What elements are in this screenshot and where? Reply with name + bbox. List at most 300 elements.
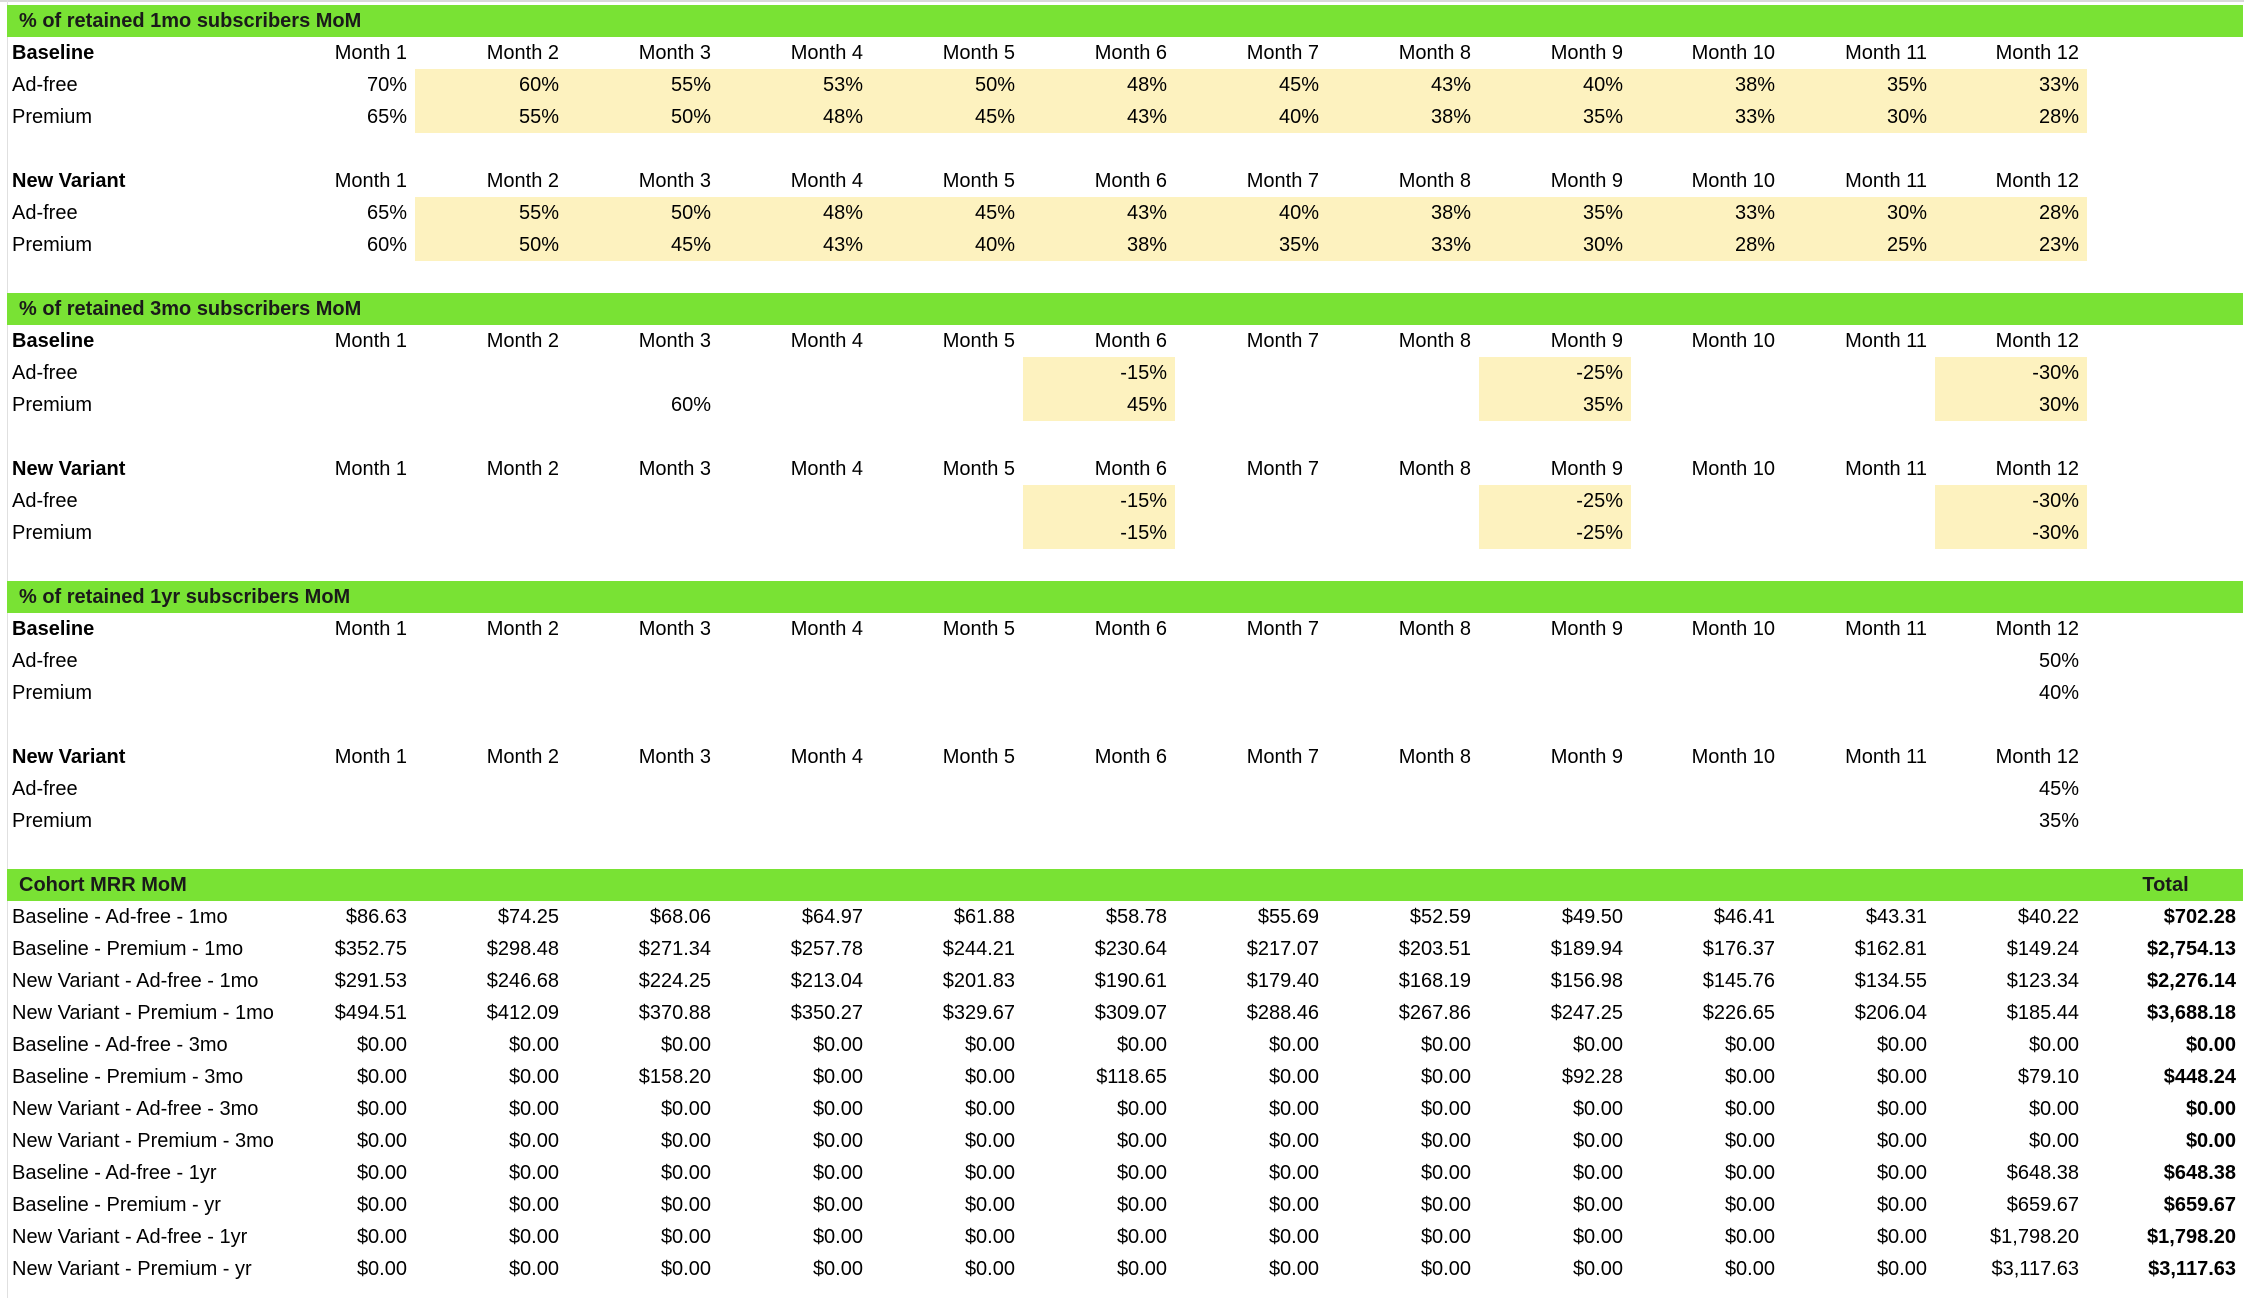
mrr-cell[interactable]: $185.44 (2006, 1002, 2079, 1024)
mrr-cell[interactable]: $0.00 (1724, 1130, 1775, 1152)
retention-cell[interactable]: 53% (719, 69, 871, 101)
mrr-cell[interactable]: $0.00 (2028, 1130, 2079, 1152)
retention-cell[interactable] (567, 517, 719, 549)
month-header[interactable]: Month 6 (1094, 170, 1167, 192)
mrr-cell[interactable]: $0.00 (1268, 1034, 1319, 1056)
mrr-cell[interactable]: $0.00 (1420, 1034, 1471, 1056)
month-header[interactable]: Month 8 (1398, 170, 1471, 192)
mrr-row-label[interactable]: Baseline - Ad-free - 1yr (12, 1162, 217, 1184)
retention-cell[interactable] (719, 805, 871, 837)
mrr-cell[interactable]: $0.00 (964, 1066, 1015, 1088)
month-header[interactable]: Month 1 (334, 42, 407, 64)
mrr-cell[interactable]: $162.81 (1854, 938, 1927, 960)
mrr-cell[interactable]: $0.00 (812, 1194, 863, 1216)
mrr-cell[interactable]: $0.00 (812, 1226, 863, 1248)
retention-cell[interactable]: -25% (1479, 517, 1631, 549)
month-header[interactable]: Month 5 (942, 42, 1015, 64)
month-header[interactable]: Month 5 (942, 458, 1015, 480)
month-header[interactable]: Month 2 (486, 458, 559, 480)
retention-cell[interactable]: 43% (719, 229, 871, 261)
mrr-total-cell[interactable]: $648.38 (2163, 1162, 2236, 1184)
retention-cell[interactable] (1175, 485, 1327, 517)
mrr-cell[interactable]: $350.27 (790, 1002, 863, 1024)
mrr-cell[interactable]: $494.51 (334, 1002, 407, 1024)
retention-cell[interactable]: 43% (1023, 197, 1175, 229)
mrr-cell[interactable]: $203.51 (1398, 938, 1471, 960)
month-header[interactable]: Month 3 (638, 746, 711, 768)
mrr-row-label[interactable]: Baseline - Premium - yr (12, 1194, 221, 1216)
mrr-cell[interactable]: $0.00 (812, 1258, 863, 1280)
month-header[interactable]: Month 2 (486, 170, 559, 192)
mrr-cell[interactable]: $0.00 (1268, 1066, 1319, 1088)
retention-cell[interactable] (1783, 773, 1935, 805)
mrr-cell[interactable]: $0.00 (1420, 1194, 1471, 1216)
mrr-row-label[interactable]: New Variant - Ad-free - 3mo (12, 1098, 259, 1120)
month-header[interactable]: Month 4 (790, 330, 863, 352)
mrr-cell[interactable]: $0.00 (660, 1258, 711, 1280)
retention-cell[interactable]: 28% (1631, 229, 1783, 261)
retention-cell[interactable]: 45% (1023, 389, 1175, 421)
mrr-cell[interactable]: $0.00 (1876, 1130, 1927, 1152)
mrr-cell[interactable]: $0.00 (356, 1130, 407, 1152)
month-header[interactable]: Month 7 (1246, 170, 1319, 192)
mrr-cell[interactable]: $0.00 (1572, 1258, 1623, 1280)
retention-cell[interactable]: -15% (1023, 517, 1175, 549)
mrr-row-label[interactable]: New Variant - Premium - 1mo (12, 1002, 274, 1024)
month-header[interactable]: Month 4 (790, 170, 863, 192)
mrr-cell[interactable]: $226.65 (1702, 1002, 1775, 1024)
mrr-row-label[interactable]: Baseline - Premium - 1mo (12, 938, 244, 960)
group-name[interactable]: Baseline (12, 42, 95, 64)
retention-cell[interactable] (871, 485, 1023, 517)
retention-cell[interactable] (277, 805, 415, 837)
retention-cell[interactable] (277, 485, 415, 517)
retention-cell[interactable] (1479, 645, 1631, 677)
month-header[interactable]: Month 8 (1398, 458, 1471, 480)
retention-cell[interactable]: 35% (1783, 69, 1935, 101)
retention-cell[interactable] (1783, 517, 1935, 549)
retention-cell[interactable] (1175, 389, 1327, 421)
mrr-cell[interactable]: $0.00 (660, 1226, 711, 1248)
mrr-cell[interactable]: $0.00 (508, 1098, 559, 1120)
retention-cell[interactable] (277, 389, 415, 421)
month-header[interactable]: Month 5 (942, 746, 1015, 768)
mrr-cell[interactable]: $0.00 (356, 1162, 407, 1184)
retention-cell[interactable] (1023, 805, 1175, 837)
month-header[interactable]: Month 10 (1691, 746, 1775, 768)
total-header[interactable]: Total (2142, 874, 2189, 896)
mrr-cell[interactable]: $0.00 (1116, 1226, 1167, 1248)
section-title[interactable]: Cohort MRR MoM (19, 874, 187, 896)
retention-cell[interactable] (1631, 773, 1783, 805)
mrr-cell[interactable]: $0.00 (356, 1226, 407, 1248)
retention-cell[interactable] (871, 773, 1023, 805)
mrr-cell[interactable]: $0.00 (660, 1130, 711, 1152)
mrr-cell[interactable]: $0.00 (1572, 1034, 1623, 1056)
mrr-cell[interactable]: $0.00 (1420, 1258, 1471, 1280)
retention-cell[interactable]: 40% (1175, 197, 1327, 229)
group-name[interactable]: Baseline (12, 330, 95, 352)
mrr-cell[interactable]: $190.61 (1094, 970, 1167, 992)
retention-cell[interactable] (719, 517, 871, 549)
mrr-cell[interactable]: $0.00 (812, 1162, 863, 1184)
retention-cell[interactable] (1175, 677, 1327, 709)
mrr-row-label[interactable]: Baseline - Ad-free - 3mo (12, 1034, 228, 1056)
month-header[interactable]: Month 5 (942, 618, 1015, 640)
month-header[interactable]: Month 11 (1845, 42, 1927, 64)
mrr-row-label[interactable]: Baseline - Ad-free - 1mo (12, 906, 228, 928)
retention-cell[interactable]: 48% (719, 197, 871, 229)
month-header[interactable]: Month 2 (486, 42, 559, 64)
retention-cell[interactable]: 50% (871, 69, 1023, 101)
mrr-total-cell[interactable]: $3,688.18 (2147, 1002, 2236, 1024)
retention-cell[interactable] (719, 773, 871, 805)
mrr-cell[interactable]: $0.00 (1572, 1226, 1623, 1248)
retention-cell[interactable]: 40% (2038, 682, 2079, 704)
retention-cell[interactable]: 33% (1935, 69, 2087, 101)
mrr-cell[interactable]: $0.00 (1724, 1194, 1775, 1216)
retention-cell[interactable]: -15% (1023, 485, 1175, 517)
month-header[interactable]: Month 9 (1550, 618, 1623, 640)
mrr-cell[interactable]: $0.00 (1876, 1098, 1927, 1120)
retention-cell[interactable]: 38% (1631, 69, 1783, 101)
mrr-cell[interactable]: $0.00 (964, 1098, 1015, 1120)
retention-cell[interactable]: -25% (1479, 485, 1631, 517)
row-label[interactable]: Ad-free (12, 362, 78, 384)
mrr-total-cell[interactable]: $2,754.13 (2147, 938, 2236, 960)
mrr-cell[interactable]: $0.00 (812, 1034, 863, 1056)
mrr-cell[interactable]: $0.00 (1116, 1098, 1167, 1120)
row-label[interactable]: Ad-free (12, 778, 78, 800)
retention-cell[interactable]: 35% (1479, 101, 1631, 133)
retention-cell[interactable] (567, 677, 719, 709)
mrr-cell[interactable]: $0.00 (1268, 1194, 1319, 1216)
retention-cell[interactable]: 60% (670, 394, 711, 416)
mrr-row-label[interactable]: New Variant - Premium - yr (12, 1258, 252, 1280)
section-title[interactable]: % of retained 1yr subscribers MoM (19, 586, 351, 608)
retention-cell[interactable] (1175, 357, 1327, 389)
mrr-cell[interactable]: $201.83 (942, 970, 1015, 992)
retention-cell[interactable] (1175, 773, 1327, 805)
month-header[interactable]: Month 11 (1845, 746, 1927, 768)
row-label[interactable]: Premium (12, 522, 93, 544)
retention-cell[interactable]: 45% (1175, 69, 1327, 101)
retention-cell[interactable]: 30% (1783, 101, 1935, 133)
mrr-cell[interactable]: $206.04 (1854, 1002, 1927, 1024)
mrr-cell[interactable]: $0.00 (508, 1226, 559, 1248)
mrr-cell[interactable]: $156.98 (1550, 970, 1623, 992)
retention-cell[interactable] (1327, 517, 1479, 549)
group-name[interactable]: New Variant (12, 746, 126, 768)
mrr-cell[interactable]: $0.00 (356, 1034, 407, 1056)
month-header[interactable]: Month 5 (942, 330, 1015, 352)
retention-cell[interactable] (277, 773, 415, 805)
month-header[interactable]: Month 6 (1094, 42, 1167, 64)
retention-cell[interactable]: 30% (1479, 229, 1631, 261)
month-header[interactable]: Month 1 (334, 618, 407, 640)
retention-cell[interactable]: 55% (415, 197, 567, 229)
month-header[interactable]: Month 4 (790, 618, 863, 640)
mrr-cell[interactable]: $0.00 (1420, 1098, 1471, 1120)
retention-cell[interactable] (871, 677, 1023, 709)
mrr-cell[interactable]: $0.00 (660, 1098, 711, 1120)
mrr-cell[interactable]: $0.00 (1420, 1066, 1471, 1088)
retention-cell[interactable] (1479, 773, 1631, 805)
mrr-total-cell[interactable]: $0.00 (2185, 1130, 2236, 1152)
mrr-cell[interactable]: $0.00 (356, 1066, 407, 1088)
retention-cell[interactable] (1783, 677, 1935, 709)
retention-cell[interactable] (567, 357, 719, 389)
group-name[interactable]: Baseline (12, 618, 95, 640)
mrr-cell[interactable]: $288.46 (1246, 1002, 1319, 1024)
retention-cell[interactable] (1631, 645, 1783, 677)
mrr-cell[interactable]: $230.64 (1094, 938, 1167, 960)
mrr-cell[interactable]: $118.65 (1096, 1066, 1167, 1088)
retention-cell[interactable] (719, 645, 871, 677)
row-label[interactable]: Premium (12, 394, 93, 416)
month-header[interactable]: Month 2 (486, 618, 559, 640)
retention-cell[interactable]: -30% (1935, 517, 2087, 549)
month-header[interactable]: Month 12 (1995, 746, 2079, 768)
month-header[interactable]: Month 6 (1094, 458, 1167, 480)
mrr-cell[interactable]: $257.78 (790, 938, 863, 960)
retention-cell[interactable]: 65% (366, 202, 407, 224)
mrr-cell[interactable]: $298.48 (486, 938, 559, 960)
month-header[interactable]: Month 7 (1246, 330, 1319, 352)
retention-cell[interactable] (567, 805, 719, 837)
row-label[interactable]: Premium (12, 234, 93, 256)
mrr-cell[interactable]: $0.00 (1724, 1066, 1775, 1088)
mrr-cell[interactable]: $0.00 (1876, 1066, 1927, 1088)
mrr-cell[interactable]: $0.00 (508, 1162, 559, 1184)
mrr-cell[interactable]: $49.50 (1561, 906, 1623, 928)
month-header[interactable]: Month 9 (1550, 746, 1623, 768)
month-header[interactable]: Month 2 (486, 746, 559, 768)
mrr-cell[interactable]: $0.00 (1876, 1034, 1927, 1056)
row-label[interactable]: Ad-free (12, 202, 78, 224)
month-header[interactable]: Month 8 (1398, 618, 1471, 640)
mrr-total-cell[interactable]: $659.67 (2163, 1194, 2236, 1216)
mrr-cell[interactable]: $267.86 (1398, 1002, 1471, 1024)
month-header[interactable]: Month 2 (486, 330, 559, 352)
retention-cell[interactable]: 40% (871, 229, 1023, 261)
mrr-cell[interactable]: $0.00 (508, 1194, 559, 1216)
retention-cell[interactable] (1783, 357, 1935, 389)
section-title[interactable]: % of retained 1mo subscribers MoM (19, 10, 362, 32)
mrr-cell[interactable]: $271.34 (638, 938, 711, 960)
month-header[interactable]: Month 8 (1398, 330, 1471, 352)
retention-cell[interactable]: 60% (415, 69, 567, 101)
mrr-cell[interactable]: $0.00 (1572, 1162, 1623, 1184)
retention-cell[interactable] (1783, 805, 1935, 837)
mrr-cell[interactable]: $46.41 (1713, 906, 1775, 928)
mrr-cell[interactable]: $0.00 (1876, 1162, 1927, 1184)
month-header[interactable]: Month 12 (1995, 170, 2079, 192)
month-header[interactable]: Month 10 (1691, 618, 1775, 640)
retention-cell[interactable] (1631, 805, 1783, 837)
month-header[interactable]: Month 12 (1995, 458, 2079, 480)
mrr-cell[interactable]: $40.22 (2017, 906, 2079, 928)
mrr-cell[interactable]: $217.07 (1246, 938, 1319, 960)
mrr-cell[interactable]: $224.25 (638, 970, 711, 992)
month-header[interactable]: Month 1 (334, 746, 407, 768)
mrr-cell[interactable]: $0.00 (508, 1066, 559, 1088)
mrr-cell[interactable]: $0.00 (1116, 1194, 1167, 1216)
retention-cell[interactable] (1327, 805, 1479, 837)
month-header[interactable]: Month 4 (790, 42, 863, 64)
retention-cell[interactable] (1783, 485, 1935, 517)
mrr-cell[interactable]: $0.00 (1268, 1130, 1319, 1152)
mrr-cell[interactable]: $134.55 (1854, 970, 1927, 992)
mrr-cell[interactable]: $79.10 (2017, 1066, 2079, 1088)
mrr-cell[interactable]: $0.00 (1268, 1162, 1319, 1184)
retention-cell[interactable]: -15% (1023, 357, 1175, 389)
month-header[interactable]: Month 8 (1398, 746, 1471, 768)
group-name[interactable]: New Variant (12, 170, 126, 192)
mrr-cell[interactable]: $0.00 (812, 1130, 863, 1152)
month-header[interactable]: Month 10 (1691, 458, 1775, 480)
mrr-cell[interactable]: $0.00 (1724, 1258, 1775, 1280)
mrr-cell[interactable]: $0.00 (508, 1130, 559, 1152)
retention-cell[interactable] (719, 677, 871, 709)
retention-cell[interactable] (871, 357, 1023, 389)
month-header[interactable]: Month 12 (1995, 330, 2079, 352)
retention-cell[interactable] (277, 645, 415, 677)
retention-cell[interactable]: -30% (1935, 357, 2087, 389)
mrr-cell[interactable]: $0.00 (1876, 1258, 1927, 1280)
mrr-cell[interactable]: $3,117.63 (1991, 1258, 2079, 1280)
retention-cell[interactable]: 38% (1327, 101, 1479, 133)
retention-cell[interactable] (415, 357, 567, 389)
mrr-cell[interactable]: $0.00 (356, 1194, 407, 1216)
month-header[interactable]: Month 6 (1094, 746, 1167, 768)
mrr-cell[interactable]: $0.00 (1420, 1162, 1471, 1184)
month-header[interactable]: Month 3 (638, 458, 711, 480)
retention-cell[interactable] (567, 485, 719, 517)
mrr-cell[interactable]: $52.59 (1409, 906, 1471, 928)
retention-cell[interactable]: 40% (1479, 69, 1631, 101)
retention-cell[interactable] (1327, 645, 1479, 677)
retention-cell[interactable]: 38% (1327, 197, 1479, 229)
retention-cell[interactable] (1327, 389, 1479, 421)
mrr-cell[interactable]: $168.19 (1398, 970, 1471, 992)
retention-cell[interactable]: 35% (2038, 810, 2079, 832)
retention-cell[interactable]: 48% (719, 101, 871, 133)
month-header[interactable]: Month 9 (1550, 42, 1623, 64)
mrr-row-label[interactable]: New Variant - Ad-free - 1mo (12, 970, 259, 992)
retention-cell[interactable]: -30% (1935, 485, 2087, 517)
mrr-row-label[interactable]: New Variant - Ad-free - 1yr (12, 1226, 248, 1248)
retention-cell[interactable] (415, 773, 567, 805)
retention-cell[interactable]: 33% (1631, 197, 1783, 229)
month-header[interactable]: Month 6 (1094, 618, 1167, 640)
retention-cell[interactable] (415, 517, 567, 549)
mrr-cell[interactable]: $58.78 (1105, 906, 1167, 928)
month-header[interactable]: Month 11 (1845, 618, 1927, 640)
retention-cell[interactable] (277, 517, 415, 549)
mrr-cell[interactable]: $0.00 (356, 1098, 407, 1120)
retention-cell[interactable] (1175, 517, 1327, 549)
mrr-cell[interactable]: $92.28 (1561, 1066, 1623, 1088)
retention-cell[interactable] (1023, 773, 1175, 805)
retention-cell[interactable]: 45% (871, 101, 1023, 133)
mrr-cell[interactable]: $123.34 (2006, 970, 2079, 992)
retention-cell[interactable] (719, 389, 871, 421)
month-header[interactable]: Month 7 (1246, 42, 1319, 64)
retention-cell[interactable]: 55% (567, 69, 719, 101)
mrr-cell[interactable]: $0.00 (1268, 1226, 1319, 1248)
mrr-cell[interactable]: $0.00 (812, 1066, 863, 1088)
retention-cell[interactable] (1175, 645, 1327, 677)
mrr-total-cell[interactable]: $1,798.20 (2147, 1226, 2236, 1248)
mrr-cell[interactable]: $86.63 (345, 906, 407, 928)
mrr-cell[interactable]: $158.20 (638, 1066, 711, 1088)
mrr-cell[interactable]: $0.00 (1572, 1098, 1623, 1120)
mrr-row-label[interactable]: Baseline - Premium - 3mo (12, 1066, 244, 1088)
retention-cell[interactable]: 33% (1327, 229, 1479, 261)
section-title[interactable]: % of retained 3mo subscribers MoM (19, 298, 362, 320)
mrr-cell[interactable]: $0.00 (1572, 1130, 1623, 1152)
mrr-cell[interactable]: $149.24 (2006, 938, 2079, 960)
month-header[interactable]: Month 10 (1691, 170, 1775, 192)
mrr-cell[interactable]: $0.00 (964, 1258, 1015, 1280)
retention-cell[interactable] (1023, 677, 1175, 709)
retention-cell[interactable]: 33% (1631, 101, 1783, 133)
retention-cell[interactable]: 35% (1175, 229, 1327, 261)
month-header[interactable]: Month 12 (1995, 42, 2079, 64)
month-header[interactable]: Month 11 (1845, 458, 1927, 480)
mrr-cell[interactable]: $0.00 (1724, 1098, 1775, 1120)
month-header[interactable]: Month 10 (1691, 42, 1775, 64)
mrr-total-cell[interactable]: $0.00 (2185, 1098, 2236, 1120)
row-label[interactable]: Premium (12, 682, 93, 704)
month-header[interactable]: Month 3 (638, 618, 711, 640)
mrr-cell[interactable]: $55.69 (1257, 906, 1319, 928)
retention-cell[interactable] (1479, 677, 1631, 709)
mrr-cell[interactable]: $309.07 (1094, 1002, 1167, 1024)
mrr-cell[interactable]: $0.00 (2028, 1098, 2079, 1120)
retention-cell[interactable] (567, 645, 719, 677)
retention-cell[interactable]: 65% (366, 106, 407, 128)
mrr-cell[interactable]: $176.37 (1702, 938, 1775, 960)
retention-cell[interactable]: 45% (567, 229, 719, 261)
retention-cell[interactable]: 23% (1935, 229, 2087, 261)
mrr-cell[interactable]: $0.00 (1116, 1162, 1167, 1184)
retention-cell[interactable] (871, 805, 1023, 837)
mrr-cell[interactable]: $370.88 (638, 1002, 711, 1024)
retention-cell[interactable]: 70% (366, 74, 407, 96)
retention-cell[interactable] (1783, 645, 1935, 677)
mrr-cell[interactable]: $0.00 (660, 1034, 711, 1056)
row-label[interactable]: Premium (12, 106, 93, 128)
retention-cell[interactable]: 35% (1479, 389, 1631, 421)
retention-cell[interactable] (871, 517, 1023, 549)
retention-cell[interactable] (1327, 773, 1479, 805)
retention-cell[interactable] (1327, 485, 1479, 517)
mrr-total-cell[interactable]: $0.00 (2185, 1034, 2236, 1056)
mrr-cell[interactable]: $0.00 (1876, 1194, 1927, 1216)
retention-cell[interactable]: 43% (1327, 69, 1479, 101)
retention-cell[interactable] (719, 485, 871, 517)
retention-cell[interactable] (415, 805, 567, 837)
mrr-cell[interactable]: $1,798.20 (1990, 1226, 2079, 1248)
mrr-cell[interactable]: $0.00 (1420, 1130, 1471, 1152)
mrr-cell[interactable]: $648.38 (2006, 1162, 2079, 1184)
mrr-cell[interactable]: $659.67 (2006, 1194, 2079, 1216)
retention-cell[interactable] (1783, 389, 1935, 421)
month-header[interactable]: Month 10 (1691, 330, 1775, 352)
month-header[interactable]: Month 3 (638, 170, 711, 192)
